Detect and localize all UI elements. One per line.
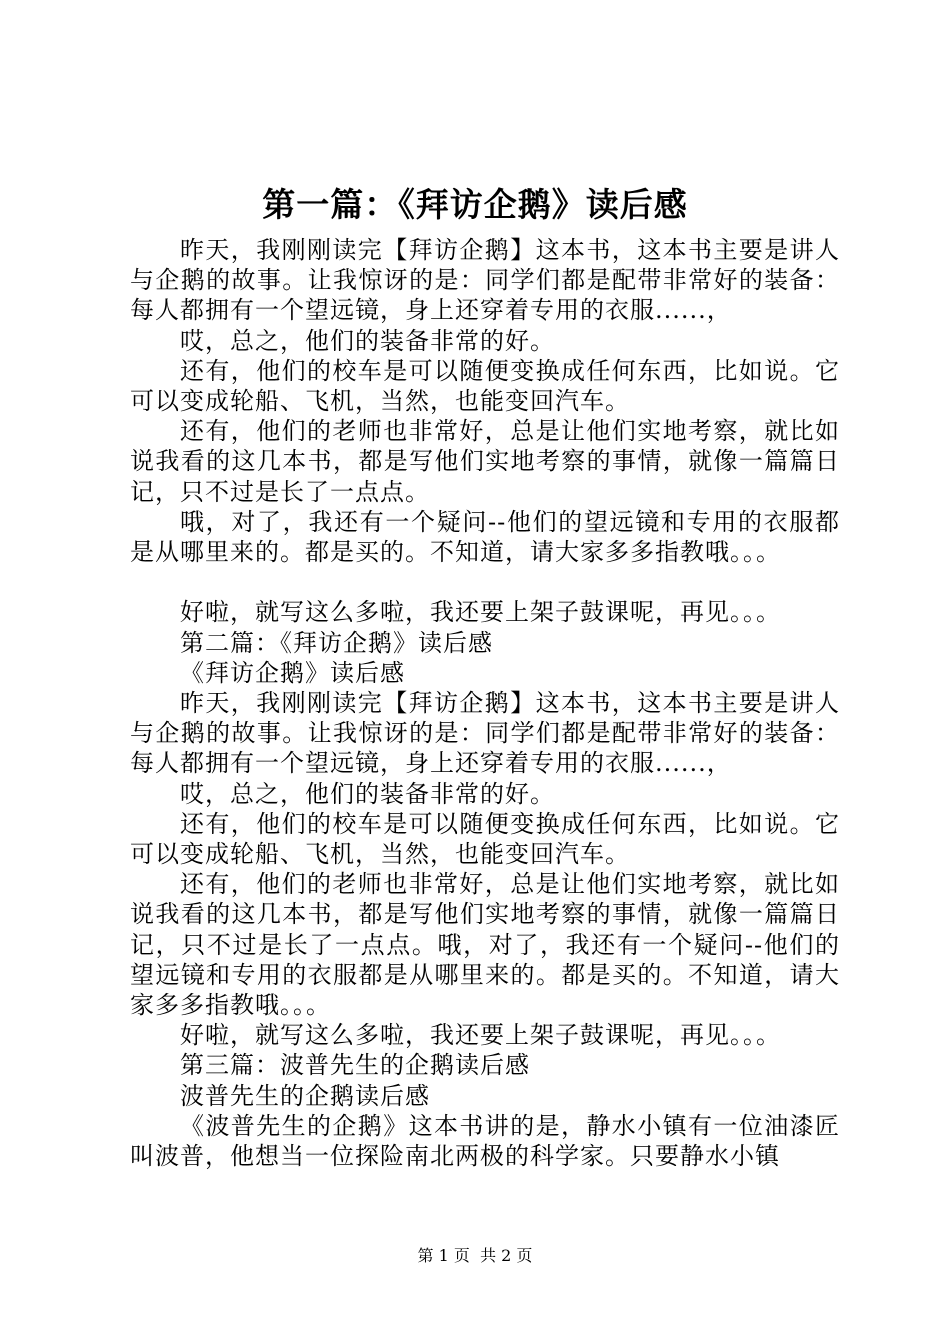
section-heading: 第三篇：波普先生的企鹅读后感 xyxy=(180,1051,530,1080)
paragraph: 好啦，就写这么多啦，我还要上架子鼓课呢，再见。。。 xyxy=(180,598,781,627)
page-footer xyxy=(0,1246,950,1266)
paragraph: 昨天，我刚刚读完【拜访企鹅】这本书，这本书主要是讲人与企鹅的故事。让我惊讶的是：同学们都是配带非常好的装备：每人都拥有一个望远镜，身上还穿着专用的衣服......， xyxy=(130,236,840,325)
paragraph: 哎，总之，他们的装备非常的好。 xyxy=(180,779,555,808)
paragraph: 哎，总之，他们的装备非常的好。 xyxy=(180,326,555,355)
paragraph: 好啦，就写这么多啦，我还要上架子鼓课呢，再见。。。 xyxy=(180,1021,781,1050)
paragraph: 《波普先生的企鹅》这本书讲的是，静水小镇有一位油漆匠叫波普，他想当一位探险南北两极的科学家。只要静水小镇 xyxy=(130,1111,840,1171)
page-number: 第 1 页 共 2 页 xyxy=(417,1246,533,1265)
paragraph: 昨天，我刚刚读完【拜访企鹅】这本书，这本书主要是讲人与企鹅的故事。让我惊讶的是：同学们都是配带非常好的装备：每人都拥有一个望远镜，身上还穿着专用的衣服......， xyxy=(130,689,840,778)
document-body xyxy=(130,235,840,1171)
blank-line xyxy=(130,567,840,597)
paragraph: 还有，他们的老师也非常好，总是让他们实地考察，就比如说我看的这几本书，都是写他们实地考察的事情，就像一篇篇日记，只不过是长了一点点。 xyxy=(130,417,840,506)
section-subtitle: 波普先生的企鹅读后感 xyxy=(180,1081,430,1110)
paragraph: 哦，对了，我还有一个疑问--他们的望远镜和专用的衣服都是从哪里来的。都是买的。不知道，请大家多多指教哦。。。 xyxy=(130,507,840,567)
document-title: 第一篇：《拜访企鹅》读后感 xyxy=(262,185,688,224)
paragraph: 还有，他们的老师也非常好，总是让他们实地考察，就比如说我看的这几本书，都是写他们实地考察的事情，就像一篇篇日记，只不过是长了一点点。哦，对了，我还有一个疑问--他们的望远镜和专用的衣服都是从哪里来的。都是买的。不知道，请大家多多指教哦。。。 xyxy=(130,870,840,1020)
paragraph: 还有，他们的校车是可以随便变换成任何东西，比如说。它可以变成轮船、飞机，当然，也能变回汽车。 xyxy=(130,809,840,869)
section-subtitle: 《拜访企鹅》读后感 xyxy=(180,658,405,687)
section-heading: 第二篇：《拜访企鹅》读后感 xyxy=(180,628,493,657)
paragraph: 还有，他们的校车是可以随便变换成任何东西，比如说。它可以变成轮船、飞机，当然，也能变回汽车。 xyxy=(130,356,840,416)
